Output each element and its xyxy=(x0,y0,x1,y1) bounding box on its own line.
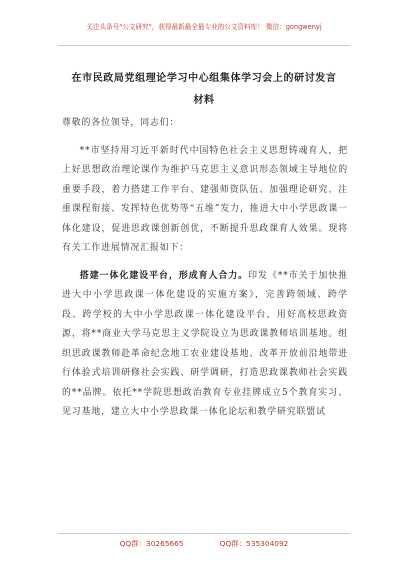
footer-divider xyxy=(58,533,350,534)
page-footer xyxy=(0,538,408,549)
paragraph-intro: **市坚持用习近平新时代中国特色社会主义思想铸魂育人，把上好思想政治理论课作为维护马克思主义意识形态领域主导地位的重要手段，着力搭建工作平台、建强师资队伍、加强理论研究、注重课程衔接、发挥特色优势等“五维”发力，推进大中小学思政课一体化建设，促进思政课创新创优，不断提升思政课育人效果。现将有关工作进展情况汇报如下： xyxy=(62,145,348,253)
paragraph-gap xyxy=(62,134,348,142)
header-divider xyxy=(58,45,350,46)
footer-qq-group-1: QQ群：30265665 xyxy=(119,539,184,548)
paragraph-platform-heading: 搭建一体化建设平台，形成育人合力。 xyxy=(79,270,249,281)
greeting: 尊敬的各位领导，同志们： xyxy=(62,118,180,128)
header-promo-text: 关注头条号"公文研究"，获得最新最全最专业的公文资料库！ 微信：gongwenyj xyxy=(86,23,322,31)
footer-qq-group-2: QQ群：535304092 xyxy=(219,539,289,548)
paragraph-platform xyxy=(62,267,348,423)
document-body xyxy=(62,114,348,423)
paragraph-platform-text: 印发《**市关于加快推进大中小学思政课一体化建设的实施方案》，完善跨领域、跨学段、跨学校的大中小学思政课一体化建设平台，用好高校思政资源，将**商业大学马克思主义学院设立为思政课教师培训基地。组织思政课教师赴革命纪念地工农业建设基地、改革开放前沿地带进行体验式培训研修社会实践、研学调研，打造思政课教师社会实践的**品牌。依托**学院思想政治教育专业挂牌成立5个教育实习、见习基地，建立大中小学思政课一体化论坛和教学研究联盟试 xyxy=(62,270,348,417)
paragraph-gap xyxy=(62,259,348,267)
page-header xyxy=(0,0,408,46)
document-title-line-1: 在市民政局党组理论学习中心组集体学习会上的研讨发言 xyxy=(71,73,337,84)
document-title xyxy=(46,68,362,112)
document-title-line-2: 材料 xyxy=(193,95,215,106)
